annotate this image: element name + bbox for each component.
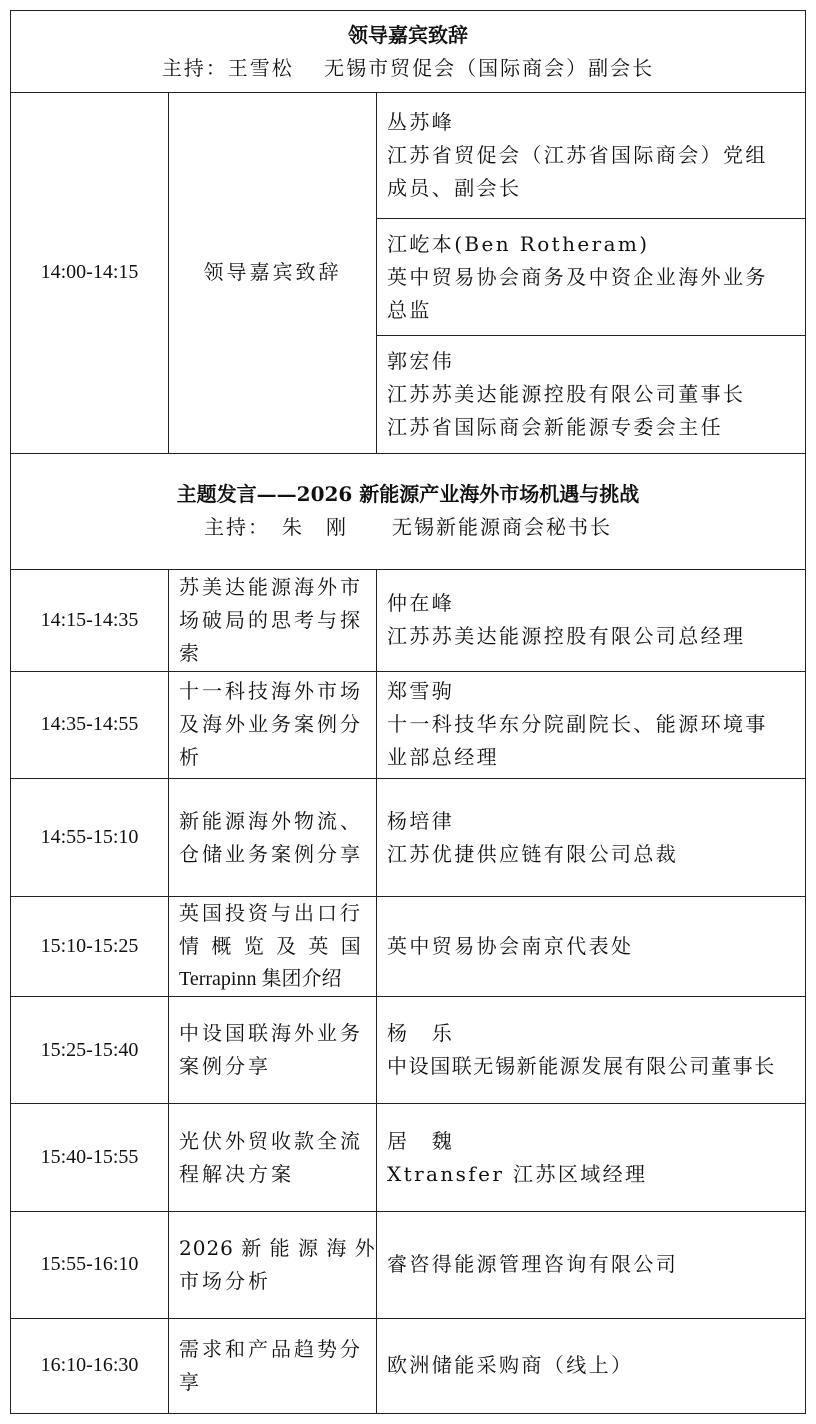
speaker-name: 江屹本(Ben Rotheram) — [387, 231, 650, 256]
time-cell: 14:35-14:55 — [11, 671, 169, 778]
topic-line: 光伏外贸收款全流 — [179, 1128, 363, 1153]
time-cell: 14:55-15:10 — [11, 779, 169, 897]
speaker-title-line: 英中贸易协会南京代表处 — [387, 934, 634, 959]
topic-line: 十一科技海外市场 — [179, 679, 363, 704]
topic-line: 苏美达能源海外市 — [179, 574, 363, 599]
topic-line: 享 — [179, 1369, 202, 1394]
topic-cell — [169, 1211, 377, 1318]
speaker-name: 杨培律 — [387, 808, 455, 833]
speaker-name: 杨 乐 — [387, 1021, 455, 1046]
speaker-cell — [377, 1211, 806, 1318]
speaker-name: 居 魏 — [387, 1128, 455, 1153]
speaker-name: 郭宏伟 — [387, 349, 455, 374]
speaker-title-line: 成员、副会长 — [387, 176, 522, 201]
speaker-title-line: 江苏优捷供应链有限公司总裁 — [387, 841, 679, 866]
speaker-cell — [377, 93, 806, 219]
time-cell: 15:40-15:55 — [11, 1104, 169, 1211]
topic-cell — [169, 93, 377, 453]
speaker-title-line: 睿咨得能源管理咨询有限公司 — [387, 1252, 679, 1277]
table-row — [11, 1318, 806, 1413]
topic-line: 中设国联海外业务 — [179, 1021, 363, 1046]
time-cell: 14:15-14:35 — [11, 569, 169, 671]
speaker-title-line: 十一科技华东分院副院长、能源环境事 — [387, 712, 768, 737]
topic-line: 市场分析 — [179, 1268, 271, 1293]
speaker-title-line: 江苏苏美达能源控股有限公司董事长 — [387, 382, 746, 407]
topic-line: 析 — [179, 745, 202, 770]
speaker-name: 仲在峰 — [387, 591, 455, 616]
speaker-title-line: Xtransfer 江苏区域经理 — [387, 1161, 648, 1186]
topic-line: 案例分享 — [179, 1054, 271, 1079]
topic-line: 索 — [179, 640, 202, 665]
speaker-cell — [377, 1318, 806, 1413]
topic-line: 及海外业务案例分 — [179, 712, 363, 737]
topic-cell — [169, 1104, 377, 1211]
speaker-title-line: 江苏省贸促会（江苏省国际商会）党组 — [387, 143, 768, 168]
topic-line: 程解决方案 — [179, 1161, 294, 1186]
section2-title: 主题发言——2026 新能源产业海外市场机遇与挑战 — [176, 482, 640, 507]
speaker-title-line: 欧洲储能采购商（线上） — [387, 1353, 634, 1378]
table-row — [11, 569, 806, 671]
topic-line: 场破局的思考与探 — [179, 607, 363, 632]
table-row — [11, 93, 806, 219]
topic-line: 仓储业务案例分享 — [179, 841, 363, 866]
topic-line: 情 概 览 及 英 国 — [179, 934, 364, 959]
section2-header-row — [11, 453, 806, 569]
table-row — [11, 671, 806, 778]
agenda-table — [10, 10, 806, 1414]
table-row — [11, 1211, 806, 1318]
speaker-title-line: 总监 — [387, 297, 432, 322]
table-row — [11, 997, 806, 1104]
speaker-cell — [377, 1104, 806, 1211]
table-row — [11, 897, 806, 997]
speaker-title-line: 中设国联无锡新能源发展有限公司董事长 — [387, 1054, 776, 1079]
topic-cell — [169, 997, 377, 1104]
speaker-title-line: 业部总经理 — [387, 745, 499, 770]
time-cell: 16:10-16:30 — [11, 1318, 169, 1413]
section2-host: 主持： 朱 刚 无锡新能源商会秘书长 — [204, 515, 612, 540]
topic-line: 领导嘉宾致辞 — [203, 260, 342, 285]
time-cell: 14:00-14:15 — [11, 93, 169, 453]
section2-header — [11, 453, 806, 569]
table-row — [11, 1104, 806, 1211]
speaker-cell — [377, 779, 806, 897]
table-row — [11, 779, 806, 897]
time-cell: 15:55-16:10 — [11, 1211, 169, 1318]
speaker-cell — [377, 671, 806, 778]
section1-header-row — [11, 11, 806, 93]
topic-cell — [169, 779, 377, 897]
speaker-cell — [377, 897, 806, 997]
topic-cell — [169, 569, 377, 671]
topic-cell — [169, 897, 377, 997]
section1-host: 主持：王雪松 无锡市贸促会（国际商会）副会长 — [161, 55, 655, 80]
topic-line: 新能源海外物流、 — [179, 808, 363, 833]
speaker-title-line: 江苏苏美达能源控股有限公司总经理 — [387, 624, 746, 649]
speaker-title-line: 英中贸易协会商务及中资企业海外业务 — [387, 264, 768, 289]
speaker-cell — [377, 219, 806, 336]
section1-header — [11, 11, 806, 93]
speaker-name: 丛苏峰 — [387, 110, 455, 135]
topic-line: 需求和产品趋势分 — [179, 1336, 363, 1361]
time-cell: 15:25-15:40 — [11, 997, 169, 1104]
speaker-name: 郑雪驹 — [387, 679, 455, 704]
time-cell: 15:10-15:25 — [11, 897, 169, 997]
speaker-title-line: 江苏省国际商会新能源专委会主任 — [387, 415, 723, 440]
topic-line: Terrapinn 集团介绍 — [179, 968, 342, 991]
topic-cell — [169, 671, 377, 778]
section1-title: 领导嘉宾致辞 — [348, 22, 468, 47]
speaker-cell — [377, 336, 806, 453]
speaker-cell — [377, 997, 806, 1104]
topic-line: 英国投资与出口行 — [179, 901, 363, 926]
speaker-cell — [377, 569, 806, 671]
topic-line: 2026 新 能 源 海 外 — [179, 1235, 376, 1260]
topic-cell — [169, 1318, 377, 1413]
